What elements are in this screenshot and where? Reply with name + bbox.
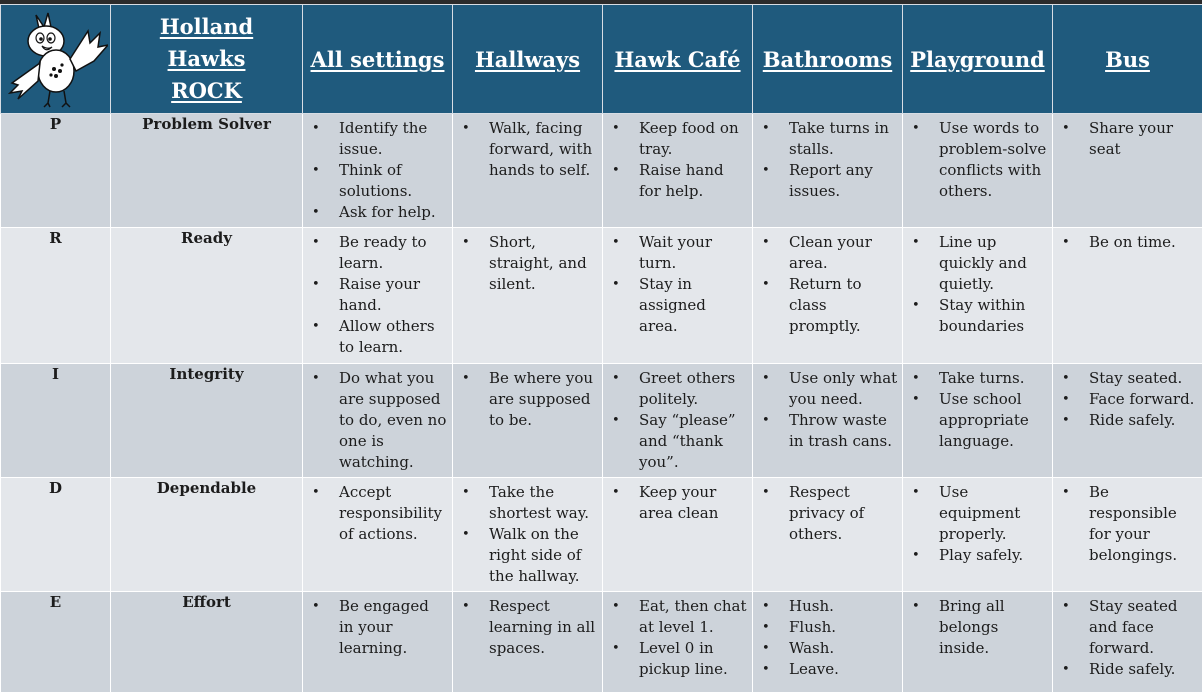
expectation-list: [903, 592, 1052, 659]
header-hallways: Hallways: [453, 5, 603, 114]
expectation-item: • Take turns.: [939, 368, 1048, 389]
hawk-mascot-icon: [4, 9, 108, 109]
expectation-cell-bus: [1053, 228, 1202, 364]
expectation-cell-all-settings: [303, 364, 453, 478]
expectation-item: • Take turns in stalls.: [789, 118, 898, 160]
expectation-cell-bus: [1053, 592, 1202, 693]
expectation-cell-hallways: [453, 114, 603, 228]
expectation-item: • Return to class promptly.: [789, 274, 898, 337]
expectation-item: • Keep your area clean: [639, 482, 748, 524]
expectation-item: • Hush.: [789, 596, 898, 617]
trait-row-r: [1, 228, 1202, 364]
expectation-cell-hawk-cafe: [603, 228, 753, 364]
expectation-item: • Allow others to learn.: [339, 316, 448, 358]
expectation-item: • Use words to problem-solve conflicts with others.: [939, 118, 1048, 202]
expectation-item: • Take the shortest way.: [489, 482, 598, 524]
expectation-item: • Ride safely.: [1089, 410, 1198, 431]
trait-name: Dependable: [111, 478, 303, 592]
header-row: [1, 5, 1202, 114]
expectation-list: [753, 364, 902, 452]
expectation-item: • Bring all belongs inside.: [939, 596, 1048, 659]
expectation-item: • Stay seated.: [1089, 368, 1198, 389]
hawk-mascot-logo: [1, 5, 111, 114]
expectation-list: [753, 228, 902, 337]
expectation-cell-bus: [1053, 114, 1202, 228]
expectation-item: • Short, straight, and silent.: [489, 232, 598, 295]
expectation-list: [603, 592, 752, 680]
expectation-list: [603, 364, 752, 473]
trait-row-i: [1, 364, 1202, 478]
header-all-settings: All settings: [303, 5, 453, 114]
expectation-item: • Use equipment properly.: [939, 482, 1048, 545]
expectation-cell-bus: [1053, 478, 1202, 592]
trait-row-e: [1, 592, 1202, 693]
expectation-cell-playground: [903, 114, 1053, 228]
expectation-item: • Ask for help.: [339, 202, 448, 223]
title-line-1: Holland: [111, 11, 302, 43]
expectation-item: • Share your seat: [1089, 118, 1198, 160]
expectation-item: • Greet others politely.: [639, 368, 748, 410]
header-hawk-cafe: Hawk Café: [603, 5, 753, 114]
expectation-list: [303, 364, 452, 473]
expectation-cell-bus: [1053, 364, 1202, 478]
expectation-list: [453, 592, 602, 659]
expectation-item: • Face forward.: [1089, 389, 1198, 410]
expectation-list: [903, 228, 1052, 337]
expectation-list: [753, 592, 902, 680]
pride-letter: D: [1, 478, 111, 592]
expectation-list: [603, 478, 752, 524]
header-playground: Playground: [903, 5, 1053, 114]
expectation-item: • Walk on the right side of the hallway.: [489, 524, 598, 587]
expectation-list: [903, 478, 1052, 566]
expectation-item: • Wash.: [789, 638, 898, 659]
expectation-item: • Be responsible for your belongings.: [1089, 482, 1198, 566]
trait-name: Integrity: [111, 364, 303, 478]
expectation-item: • Line up quickly and quietly.: [939, 232, 1048, 295]
title-line-3: ROCK: [111, 75, 302, 107]
expectation-item: • Stay in assigned area.: [639, 274, 748, 337]
pride-letter: E: [1, 592, 111, 693]
pride-letter: I: [1, 364, 111, 478]
expectation-item: • Raise your hand.: [339, 274, 448, 316]
trait-row-p: [1, 114, 1202, 228]
expectation-item: • Stay seated and face forward.: [1089, 596, 1198, 659]
expectation-item: • Use school appropriate language.: [939, 389, 1048, 452]
expectation-item: • Respect learning in all spaces.: [489, 596, 598, 659]
expectation-list: [1053, 592, 1202, 680]
expectation-item: • Keep food on tray.: [639, 118, 748, 160]
expectation-list: [903, 114, 1052, 202]
expectation-cell-playground: [903, 478, 1053, 592]
expectation-item: • Be engaged in your learning.: [339, 596, 448, 659]
expectation-item: • Eat, then chat at level 1.: [639, 596, 748, 638]
expectation-list: [303, 478, 452, 545]
expectation-cell-bathrooms: [753, 478, 903, 592]
expectation-item: • Respect privacy of others.: [789, 482, 898, 545]
expectation-item: • Think of solutions.: [339, 160, 448, 202]
expectation-item: • Say “please” and “thank you”.: [639, 410, 748, 473]
expectation-cell-hallways: [453, 592, 603, 693]
expectation-list: [753, 478, 902, 545]
expectation-cell-hawk-cafe: [603, 592, 753, 693]
expectation-cell-playground: [903, 592, 1053, 693]
expectation-item: • Accept responsibility of actions.: [339, 482, 448, 545]
trait-name: Effort: [111, 592, 303, 693]
expectation-list: [903, 364, 1052, 452]
expectation-item: • Raise hand for help.: [639, 160, 748, 202]
pride-letter: P: [1, 114, 111, 228]
expectation-list: [303, 592, 452, 659]
expectation-item: • Use only what you need.: [789, 368, 898, 410]
expectation-list: [453, 114, 602, 181]
expectation-cell-hawk-cafe: [603, 478, 753, 592]
expectation-cell-all-settings: [303, 592, 453, 693]
expectation-list: [1053, 114, 1202, 160]
expectation-item: • Throw waste in trash cans.: [789, 410, 898, 452]
expectation-item: • Wait your turn.: [639, 232, 748, 274]
expectation-cell-all-settings: [303, 114, 453, 228]
expectation-list: [1053, 364, 1202, 431]
expectation-list: [453, 364, 602, 431]
expectation-cell-hawk-cafe: [603, 114, 753, 228]
expectation-item: • Ride safely.: [1089, 659, 1198, 680]
expectation-item: • Be on time.: [1089, 232, 1198, 253]
expectation-item: • Leave.: [789, 659, 898, 680]
trait-row-d: [1, 478, 1202, 592]
expectation-item: • Level 0 in pickup line.: [639, 638, 748, 680]
expectation-item: • Stay within boundaries: [939, 295, 1048, 337]
expectation-list: [1053, 478, 1202, 566]
expectation-item: • Identify the issue.: [339, 118, 448, 160]
expectation-cell-hawk-cafe: [603, 364, 753, 478]
expectation-cell-bathrooms: [753, 114, 903, 228]
expectation-cell-bathrooms: [753, 364, 903, 478]
expectation-cell-hallways: [453, 364, 603, 478]
expectation-cell-hallways: [453, 228, 603, 364]
trait-name: Problem Solver: [111, 114, 303, 228]
expectation-list: [603, 228, 752, 337]
header-title: [111, 5, 303, 114]
expectation-item: • Clean your area.: [789, 232, 898, 274]
expectation-cell-all-settings: [303, 228, 453, 364]
expectation-cell-playground: [903, 364, 1053, 478]
expectation-item: • Walk, facing forward, with hands to self.: [489, 118, 598, 181]
expectation-list: [603, 114, 752, 202]
title-line-2: Hawks: [111, 43, 302, 75]
matrix-body: [1, 114, 1202, 693]
pride-letter: R: [1, 228, 111, 364]
expectation-list: [303, 228, 452, 358]
header-bus: Bus: [1053, 5, 1202, 114]
expectation-list: [453, 228, 602, 295]
expectation-cell-hallways: [453, 478, 603, 592]
expectation-item: • Be where you are supposed to be.: [489, 368, 598, 431]
expectation-item: • Do what you are supposed to do, even no one is watching.: [339, 368, 448, 473]
expectation-cell-bathrooms: [753, 592, 903, 693]
expectation-item: • Flush.: [789, 617, 898, 638]
expectation-list: [453, 478, 602, 587]
expectation-cell-bathrooms: [753, 228, 903, 364]
expectation-item: • Be ready to learn.: [339, 232, 448, 274]
header-bathrooms: Bathrooms: [753, 5, 903, 114]
expectation-item: • Report any issues.: [789, 160, 898, 202]
pride-matrix-table: [0, 4, 1202, 693]
expectation-cell-playground: [903, 228, 1053, 364]
pride-matrix-sheet: [0, 4, 1202, 677]
expectation-item: • Play safely.: [939, 545, 1048, 566]
trait-name: Ready: [111, 228, 303, 364]
expectation-list: [753, 114, 902, 202]
expectation-cell-all-settings: [303, 478, 453, 592]
expectation-list: [1053, 228, 1202, 253]
expectation-list: [303, 114, 452, 223]
